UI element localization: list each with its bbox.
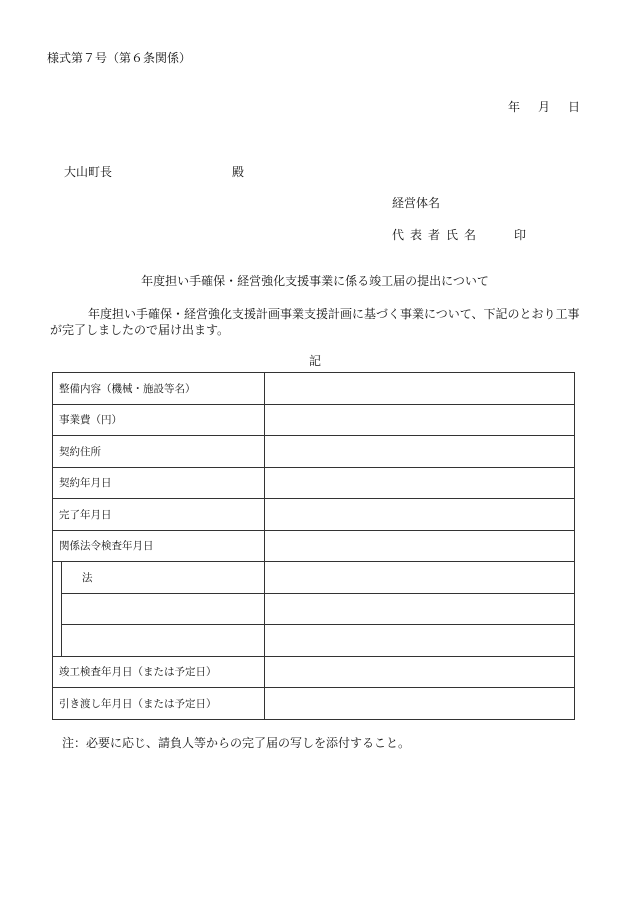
footnote: 注：必要に応じ、請負人等からの完了届の写しを添付すること。	[62, 736, 411, 750]
sub-row-label	[62, 593, 265, 625]
date-month-label: 月	[538, 100, 551, 114]
row-value-field[interactable]	[265, 688, 575, 720]
sub-row-label: 法	[62, 562, 265, 594]
row-value-field[interactable]	[265, 499, 575, 531]
sub-row-indent	[53, 562, 62, 657]
table-row	[53, 373, 575, 405]
date-year-label: 年	[508, 100, 521, 114]
completion-details-table	[52, 372, 575, 720]
addressee-honorific: 殿	[232, 165, 245, 179]
document-title: 年度担い手確保・経営強化支援事業に係る竣工届の提出について	[141, 274, 489, 288]
row-label: 契約住所	[53, 436, 265, 468]
row-value-field[interactable]	[265, 436, 575, 468]
table-row	[53, 404, 575, 436]
ki-heading: 記	[308, 354, 321, 368]
table-row	[53, 530, 575, 562]
row-label: 整備内容（機械・施設等名）	[53, 373, 265, 405]
row-label: 引き渡し年月日（または予定日）	[53, 688, 265, 720]
date-day-label: 日	[568, 100, 581, 114]
table-sub-row	[53, 562, 575, 594]
sub-row-value-field[interactable]	[265, 625, 575, 657]
row-value-field[interactable]	[265, 656, 575, 688]
table-row	[53, 436, 575, 468]
row-value-field[interactable]	[265, 467, 575, 499]
table-sub-row	[53, 625, 575, 657]
document-body: 年度担い手確保・経営強化支援計画事業支援計画に基づく事業について、下記のとおり工事が完了しましたので届け出ます。	[50, 307, 580, 337]
table-row	[53, 499, 575, 531]
row-value-field[interactable]	[265, 530, 575, 562]
submission-date	[508, 98, 580, 115]
row-label: 完了年月日	[53, 499, 265, 531]
row-value-field[interactable]	[265, 404, 575, 436]
sub-row-value-field[interactable]	[265, 593, 575, 625]
table-row	[53, 656, 575, 688]
seal-mark: 印	[514, 228, 527, 242]
row-label: 事業費（円）	[53, 404, 265, 436]
row-label: 関係法令検査年月日	[53, 530, 265, 562]
row-label: 竣工検査年月日（または予定日）	[53, 656, 265, 688]
sub-row-label	[62, 625, 265, 657]
representative-name-label: 代表者氏名	[392, 228, 483, 242]
addressee-name: 大山町長	[64, 165, 113, 179]
table-sub-row	[53, 593, 575, 625]
form-number: 様式第７号（第６条関係）	[47, 51, 192, 65]
table-row	[53, 688, 575, 720]
entity-name-label: 経営体名	[392, 196, 441, 210]
table-row	[53, 467, 575, 499]
row-value-field[interactable]	[265, 373, 575, 405]
row-label: 契約年月日	[53, 467, 265, 499]
sub-row-value-field[interactable]	[265, 562, 575, 594]
